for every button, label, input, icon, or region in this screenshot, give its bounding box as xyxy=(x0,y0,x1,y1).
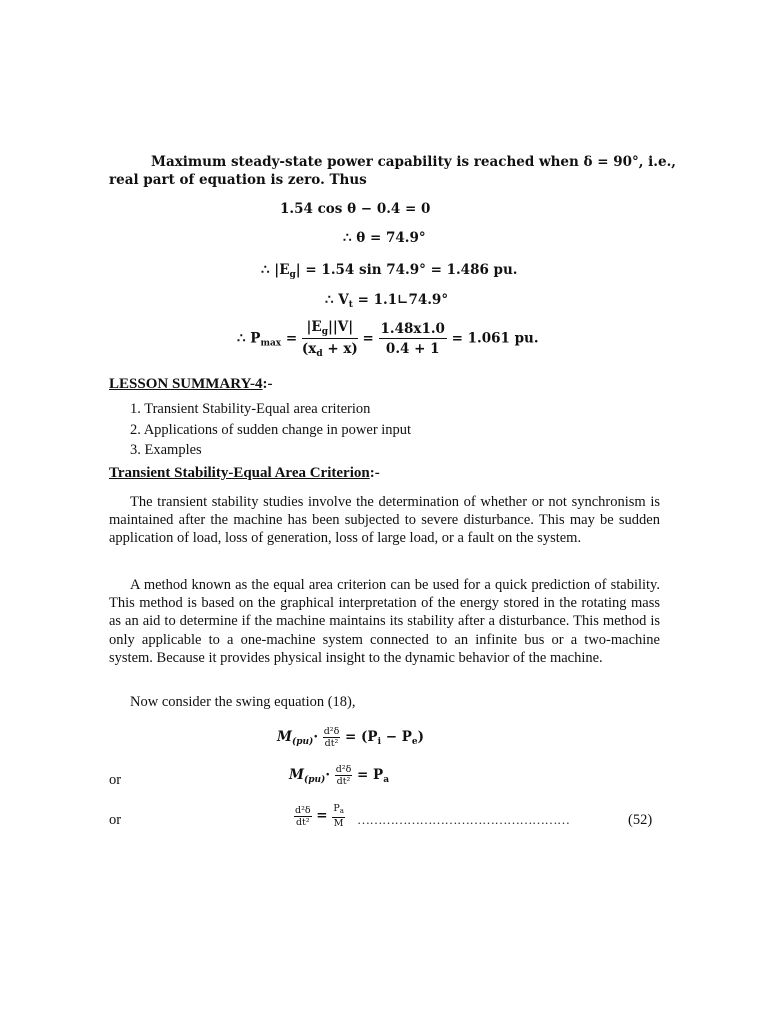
paragraph-1: The transient stability studies involve the determination of whether or not synchronism is maintained after the machine has been subjected to severe disturbance. This may be sudden application of load, loss of generation, loss of large load, or a fault on the system. xyxy=(109,494,660,547)
intro-line-2: real part of equation is zero. Thus xyxy=(109,172,367,188)
paragraph-2: A method known as the equal area criterion can be used for a quick prediction of stability. This method is based on the graphical interpretation of the energy stored in the rotating mass as an aid to determine if the machine maintains its stability after a disturbance. This method is only applicable to a one-machine system connected to an infinite bus or a two-machine system. Because it provides physical insight to the dynamic behavior of the machine. xyxy=(109,577,660,666)
or-label-2: or xyxy=(109,812,122,828)
pmax-fraction-1: $\frac{|E_g||V|}{(x_d + x)}$ xyxy=(301,319,358,359)
swing-equation-b: $M_{(pu)}\cdot$ $\frac{\text{d²δ}}{\text{dt²}}$ = $P_a$ xyxy=(289,764,390,787)
equation-number: (52) xyxy=(628,812,653,828)
equation-5: ∴ $P_{max}$ = $\frac{|E_g||V|}{(x_d + x)}$ = $\frac{1.48x1.0}{0.4 + 1}$ = 1.061 pu. xyxy=(237,319,539,359)
equation-4: ∴ $V_t$ = 1.1∟74.9° xyxy=(325,292,449,310)
swing-equation-c: $\frac{\text{d²δ}}{\text{dt²}}$ = $\frac{P_a}{M}$ xyxy=(295,803,344,829)
intro-line-1: Maximum steady-state power capability is reached when δ = 90°, i.e., xyxy=(151,154,676,170)
section-heading: Transient Stability-Equal Area Criterion:- xyxy=(109,465,380,481)
equation-3: ∴ $|E_g| = 1.54$ sin 74.9° = 1.486 pu. xyxy=(261,262,518,280)
lesson-summary-list xyxy=(130,399,411,461)
or-label-1: or xyxy=(109,772,122,788)
list-item: 2. Applications of sudden change in power input xyxy=(130,421,412,438)
lesson-summary-heading: LESSON SUMMARY-4:- xyxy=(109,376,273,392)
list-item: 3. Examples xyxy=(130,442,202,458)
pmax-fraction-2: $\frac{1.48x1.0}{0.4 + 1}$ xyxy=(380,321,445,357)
equation-2: ∴ θ = 74.9° xyxy=(343,230,426,246)
swing-equation-a: $M_{(pu)}\cdot$ $\frac{\text{d²δ}}{\text{dt²}}$ = $(P_i - P_e)$ xyxy=(277,726,425,749)
equation-leader-dots: …………………………………………… xyxy=(357,812,570,827)
paragraph-3: Now consider the swing equation (18), xyxy=(130,694,356,710)
equation-1: 1.54 cos θ − 0.4 = 0 xyxy=(280,201,431,217)
list-item: 1. Transient Stability-Equal area criterion xyxy=(130,401,371,417)
